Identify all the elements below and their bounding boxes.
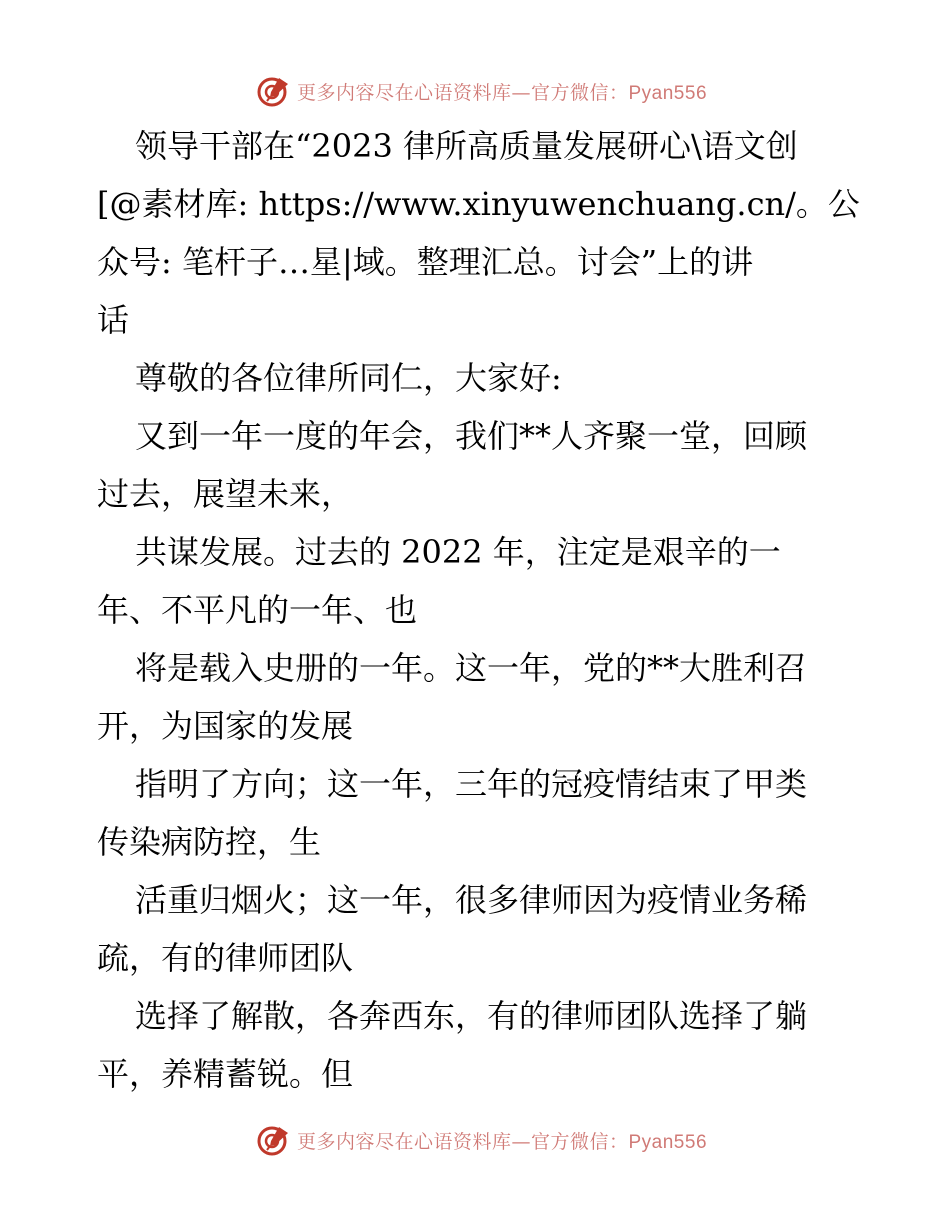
body-line: 领导干部在“2023 律所高质量发展研心\语文创	[135, 127, 798, 165]
body-line: 选择了解散，各奔西东，有的律师团队选择了躺	[135, 997, 808, 1035]
footer-banner-label: 更多内容尽在心语资料库—官方微信：	[296, 1130, 629, 1153]
body-line: 将是载入史册的一年。这一年，党的**大胜利召	[135, 649, 808, 687]
body-line: 开，为国家的发展	[97, 707, 354, 745]
header-banner-inner	[257, 74, 707, 108]
body-line: 疏，有的律师团队	[97, 939, 354, 977]
body-line: 平，养精蓄锐。但	[97, 1055, 354, 1093]
body-line: 话	[97, 301, 130, 339]
footer-banner-text	[297, 1127, 707, 1154]
footer-banner-inner	[257, 1123, 707, 1157]
document-body	[97, 117, 860, 1103]
header-banner-label: 更多内容尽在心语资料库—官方微信：	[296, 81, 629, 104]
header-banner	[0, 71, 950, 111]
body-line: 传染病防控，生	[97, 823, 322, 861]
header-banner-text	[297, 78, 707, 105]
body-line: 众号: 笔杆子…星|域。整理汇总。讨会”上的讲	[97, 243, 754, 281]
body-line: 过去，展望未来，	[97, 475, 354, 513]
footer-banner	[0, 1120, 950, 1160]
body-line: 活重归烟火；这一年，很多律师因为疫情业务稀	[135, 881, 808, 919]
footer-banner-handle: Pyan556	[628, 1131, 708, 1153]
body-line: 指明了方向；这一年，三年的冠疫情结束了甲类	[135, 765, 808, 803]
body-line: 尊敬的各位律所同仁，大家好:	[135, 359, 562, 397]
brand-logo-icon	[257, 74, 291, 108]
body-line: [@素材库: https://www.xinyuwenchuang.cn/。公	[97, 185, 860, 223]
body-line: 年、不平凡的一年、也	[97, 591, 418, 629]
body-line: 又到一年一度的年会，我们**人齐聚一堂，回顾	[135, 417, 808, 455]
brand-logo-icon	[257, 1123, 291, 1157]
body-line: 共谋发展。过去的 2022 年，注定是艰辛的一	[135, 533, 781, 571]
header-banner-handle: Pyan556	[628, 82, 708, 104]
